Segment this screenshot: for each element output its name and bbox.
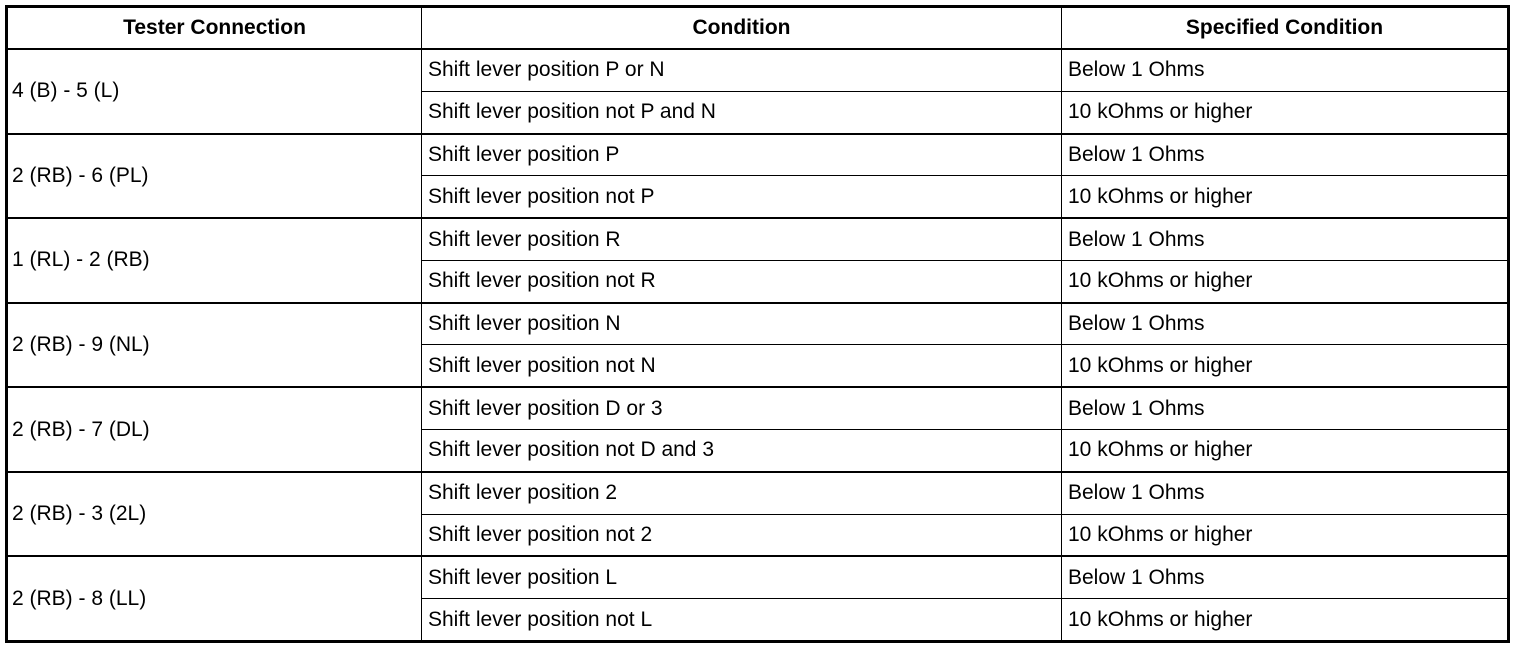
specified-condition-cell: 10 kOhms or higher [1062,430,1509,472]
spec-table [5,5,1510,643]
specified-condition-cell: 10 kOhms or higher [1062,260,1509,302]
tester-connection-cell: 2 (RB) - 6 (PL) [7,134,422,219]
header-row [7,7,1509,50]
specified-condition-cell: 10 kOhms or higher [1062,345,1509,387]
header-specified-condition: Specified Condition [1062,7,1509,50]
table-row [7,556,1509,598]
condition-cell: Shift lever position not P [422,176,1062,218]
specified-condition-cell: Below 1 Ohms [1062,387,1509,429]
table-row [7,134,1509,176]
specified-condition-cell: Below 1 Ohms [1062,49,1509,91]
condition-cell: Shift lever position N [422,303,1062,345]
condition-cell: Shift lever position not R [422,260,1062,302]
condition-cell: Shift lever position D or 3 [422,387,1062,429]
condition-cell: Shift lever position P [422,134,1062,176]
header-condition: Condition [422,7,1062,50]
table-row [7,49,1509,91]
specified-condition-cell: Below 1 Ohms [1062,303,1509,345]
table-row [7,303,1509,345]
condition-cell: Shift lever position R [422,218,1062,260]
table-row [7,218,1509,260]
specified-condition-cell: 10 kOhms or higher [1062,176,1509,218]
header-tester-connection: Tester Connection [7,7,422,50]
table-body [7,49,1509,642]
tester-connection-cell: 2 (RB) - 7 (DL) [7,387,422,472]
tester-connection-cell: 2 (RB) - 8 (LL) [7,556,422,641]
specified-condition-cell: 10 kOhms or higher [1062,91,1509,133]
specified-condition-cell: Below 1 Ohms [1062,134,1509,176]
condition-cell: Shift lever position not 2 [422,514,1062,556]
condition-cell: Shift lever position L [422,556,1062,598]
tester-connection-cell: 2 (RB) - 3 (2L) [7,472,422,557]
tester-connection-cell: 2 (RB) - 9 (NL) [7,303,422,388]
specified-condition-cell: 10 kOhms or higher [1062,514,1509,556]
condition-cell: Shift lever position P or N [422,49,1062,91]
table-row [7,387,1509,429]
condition-cell: Shift lever position not L [422,599,1062,642]
specified-condition-cell: Below 1 Ohms [1062,472,1509,514]
condition-cell: Shift lever position not P and N [422,91,1062,133]
specified-condition-cell: Below 1 Ohms [1062,218,1509,260]
table-row [7,472,1509,514]
condition-cell: Shift lever position 2 [422,472,1062,514]
condition-cell: Shift lever position not N [422,345,1062,387]
condition-cell: Shift lever position not D and 3 [422,430,1062,472]
tester-connection-cell: 1 (RL) - 2 (RB) [7,218,422,303]
specified-condition-cell: 10 kOhms or higher [1062,599,1509,642]
tester-connection-cell: 4 (B) - 5 (L) [7,49,422,134]
specified-condition-cell: Below 1 Ohms [1062,556,1509,598]
